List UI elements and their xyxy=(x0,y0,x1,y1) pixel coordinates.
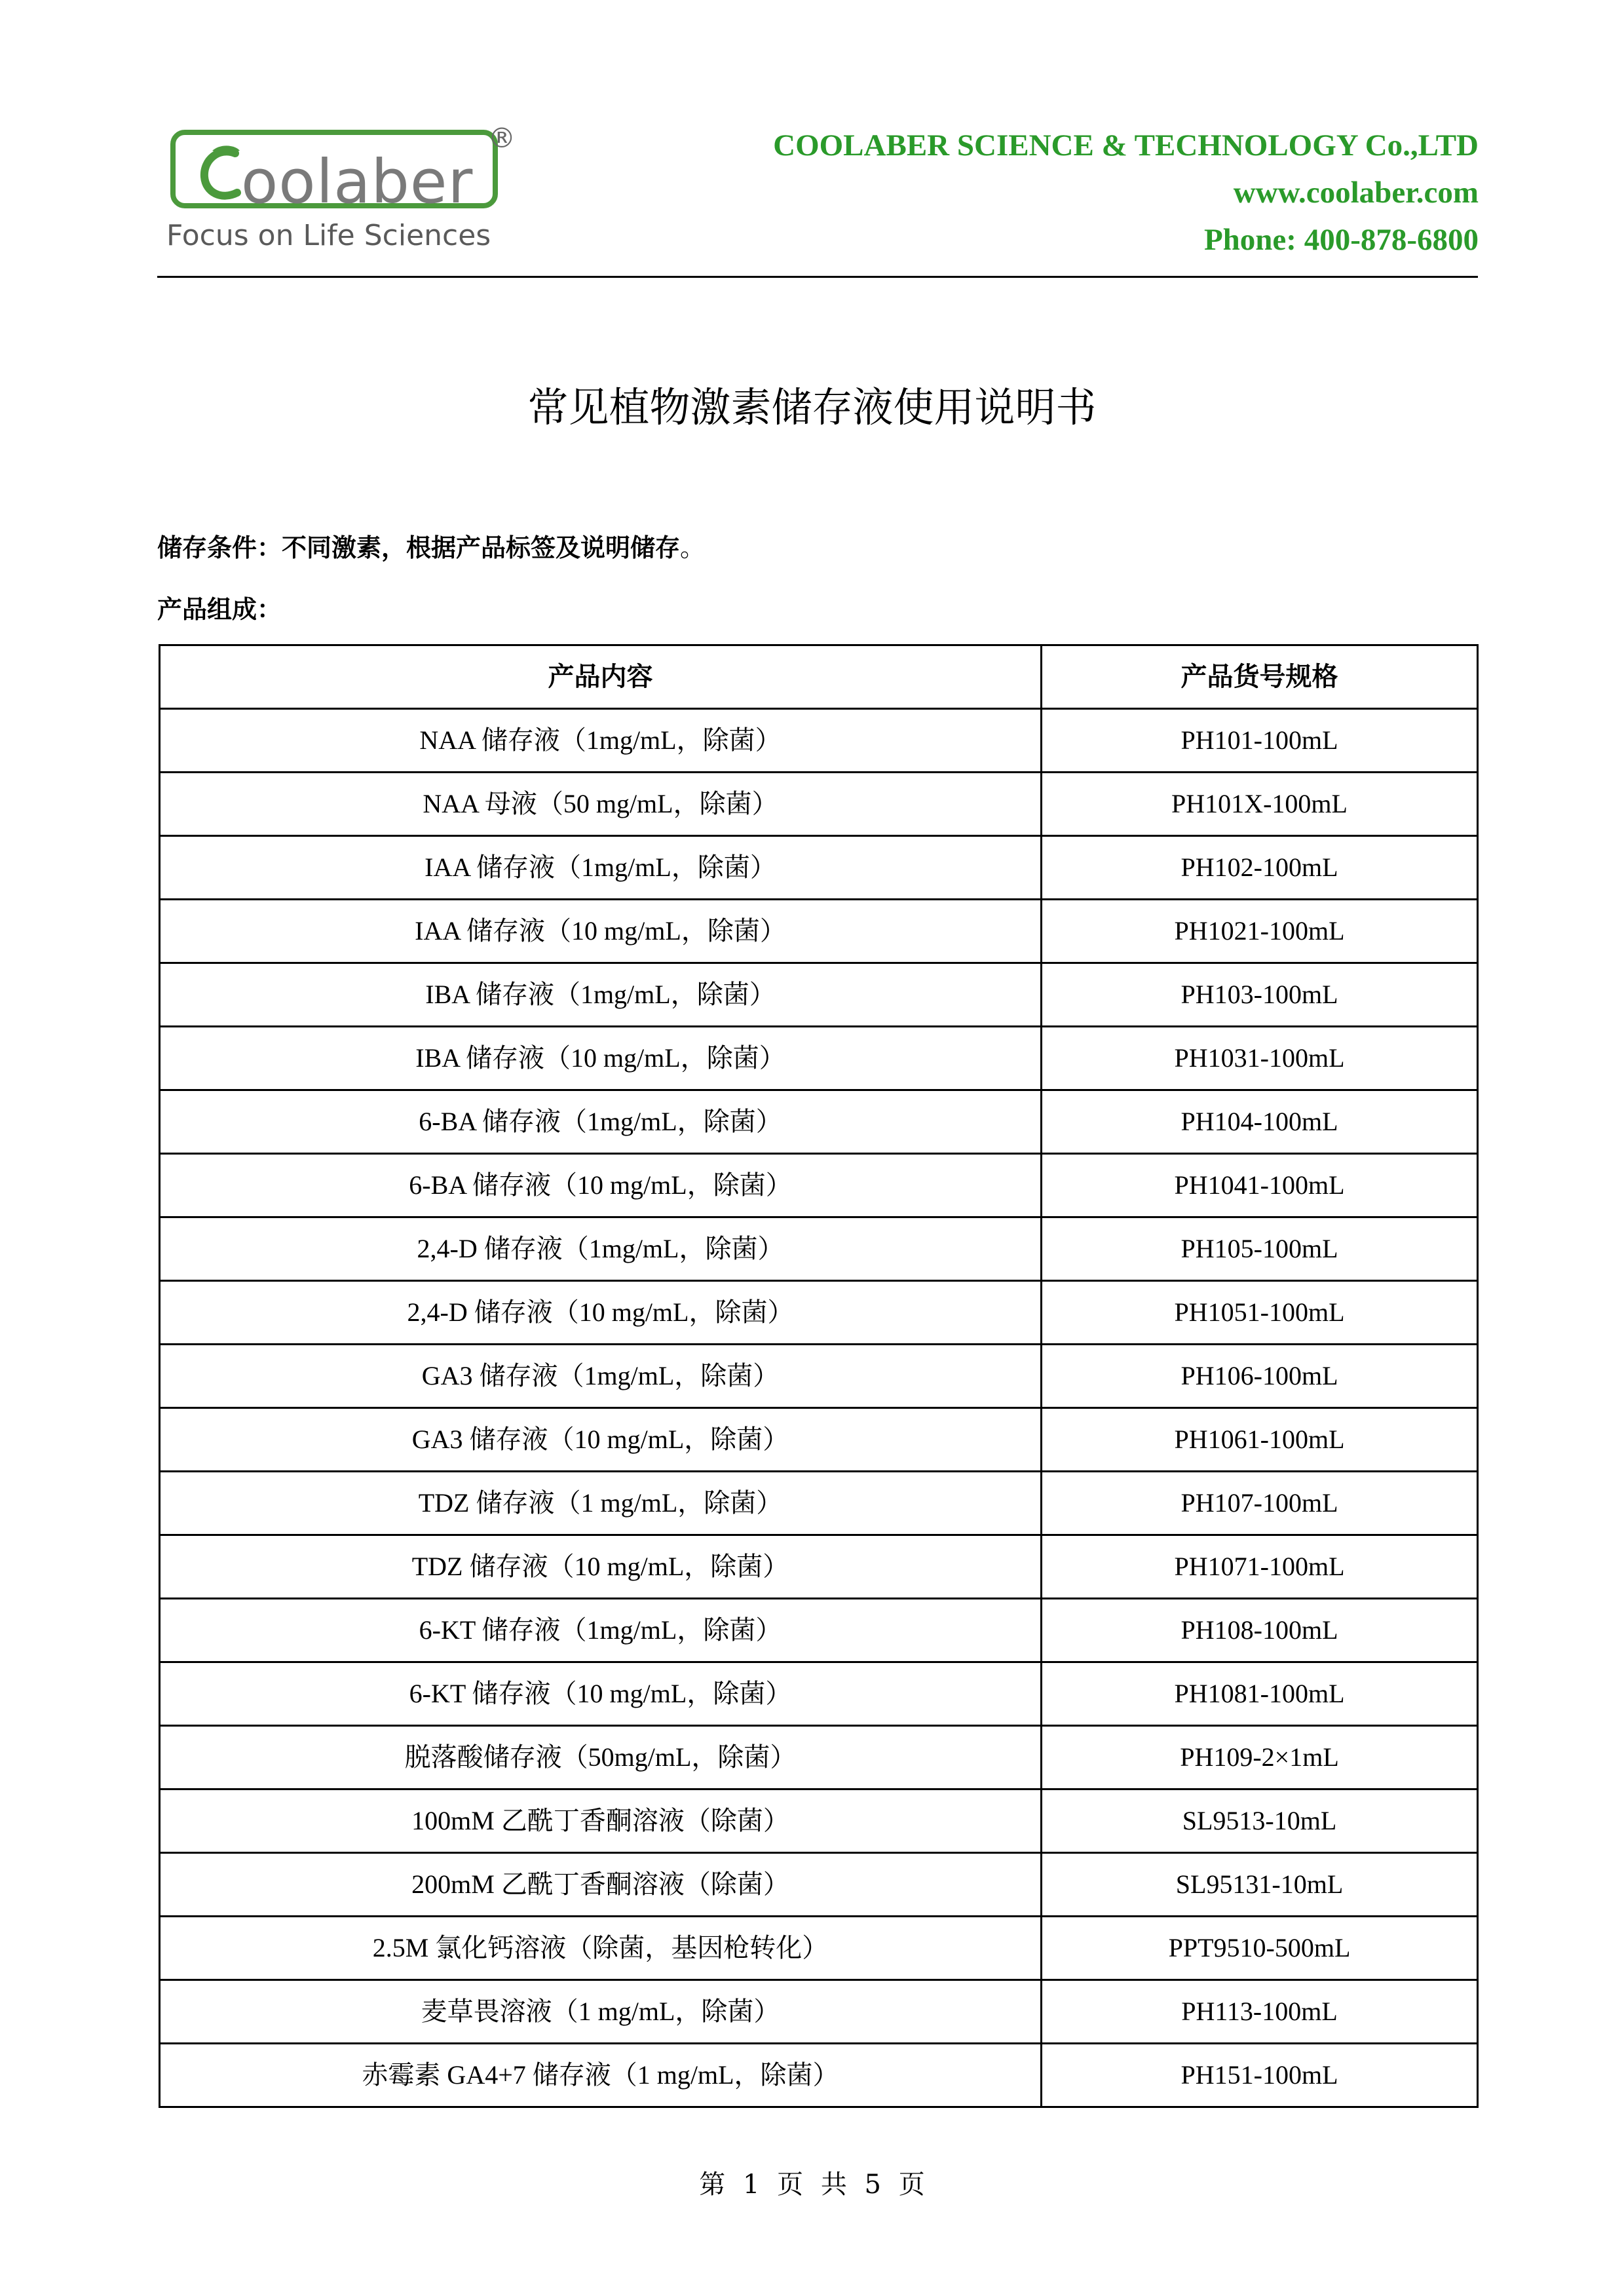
product-content: 2,4-D 储存液（10 mg/mL，除菌） xyxy=(160,1281,1042,1345)
product-content: IAA 储存液（10 mg/mL，除菌） xyxy=(160,900,1042,963)
table-row xyxy=(160,1599,1478,1662)
product-content: IBA 储存液（1mg/mL，除菌） xyxy=(160,963,1042,1027)
table-row xyxy=(160,709,1478,773)
logo-wordmark: oolaber xyxy=(241,147,474,217)
product-catalog-number: PH109-2×1mL xyxy=(1042,1726,1478,1789)
company-phone: Phone: 400-878-6800 xyxy=(1203,223,1479,257)
page-number: 第 1 页 共 5 页 xyxy=(699,2170,925,2200)
product-content: 麦草畏溶液（1 mg/mL，除菌） xyxy=(160,1980,1042,2044)
product-content: TDZ 储存液（10 mg/mL，除菌） xyxy=(160,1535,1042,1599)
product-catalog-number: PH1021-100mL xyxy=(1042,900,1478,963)
company-name: COOLABER SCIENCE & TECHNOLOGY Co.,LTD xyxy=(773,128,1479,163)
product-catalog-number: PPT9510-500mL xyxy=(1042,1917,1478,1980)
table-header-row xyxy=(160,645,1478,709)
table-row xyxy=(160,900,1478,963)
product-catalog-number: PH1041-100mL xyxy=(1042,1154,1478,1217)
product-catalog-number: PH101X-100mL xyxy=(1042,773,1478,836)
table-row xyxy=(160,1345,1478,1408)
logo-tagline: Focus on Life Sciences xyxy=(166,219,491,252)
storage-period: 。 xyxy=(680,533,706,562)
company-info xyxy=(773,122,1479,263)
table-row xyxy=(160,1662,1478,1726)
storage-label: 储存条件： xyxy=(157,533,282,562)
product-content: 赤霉素 GA4+7 储存液（1 mg/mL，除菌） xyxy=(160,2044,1042,2107)
storage-conditions xyxy=(157,528,705,567)
product-catalog-number: PH105-100mL xyxy=(1042,1217,1478,1281)
product-catalog-number: PH102-100mL xyxy=(1042,836,1478,900)
table-row xyxy=(160,1154,1478,1217)
product-content: 6-KT 储存液（1mg/mL，除菌） xyxy=(160,1599,1042,1662)
product-content: 6-BA 储存液（10 mg/mL，除菌） xyxy=(160,1154,1042,1217)
table-row xyxy=(160,773,1478,836)
table-row xyxy=(160,1535,1478,1599)
product-content: IBA 储存液（10 mg/mL，除菌） xyxy=(160,1027,1042,1090)
product-catalog-number: PH103-100mL xyxy=(1042,963,1478,1027)
storage-text: 不同激素，根据产品标签及说明储存 xyxy=(282,533,681,562)
product-content: GA3 储存液（10 mg/mL，除菌） xyxy=(160,1408,1042,1472)
product-catalog-number: PH1061-100mL xyxy=(1042,1408,1478,1472)
table-row xyxy=(160,1090,1478,1154)
product-content: 脱落酸储存液（50mg/mL，除菌） xyxy=(160,1726,1042,1789)
product-catalog-number: SL95131-10mL xyxy=(1042,1853,1478,1917)
product-content: 6-KT 储存液（10 mg/mL，除菌） xyxy=(160,1662,1042,1726)
product-catalog-number: PH101-100mL xyxy=(1042,709,1478,773)
table-row xyxy=(160,1726,1478,1789)
product-table xyxy=(159,644,1479,2108)
leaf-c-icon xyxy=(199,144,245,203)
composition-label: 产品组成： xyxy=(157,594,282,624)
product-catalog-number: PH1031-100mL xyxy=(1042,1027,1478,1090)
company-website[interactable]: www.coolaber.com xyxy=(1233,176,1479,210)
product-content: IAA 储存液（1mg/mL，除菌） xyxy=(160,836,1042,900)
product-catalog-number: PH106-100mL xyxy=(1042,1345,1478,1408)
table-row xyxy=(160,1853,1478,1917)
table-row xyxy=(160,1217,1478,1281)
table-row xyxy=(160,1408,1478,1472)
table-row xyxy=(160,2044,1478,2107)
table-row xyxy=(160,1789,1478,1853)
table-row xyxy=(160,836,1478,900)
logo-frame xyxy=(170,130,498,217)
product-content: 2,4-D 储存液（1mg/mL，除菌） xyxy=(160,1217,1042,1281)
table-row xyxy=(160,963,1478,1027)
registered-mark: ® xyxy=(488,122,516,154)
column-header-catalog: 产品货号规格 xyxy=(1042,645,1478,709)
product-content: 200mM 乙酰丁香酮溶液（除菌） xyxy=(160,1853,1042,1917)
product-content: 2.5M 氯化钙溶液（除菌，基因枪转化） xyxy=(160,1917,1042,1980)
product-content: 6-BA 储存液（1mg/mL，除菌） xyxy=(160,1090,1042,1154)
product-catalog-number: PH1071-100mL xyxy=(1042,1535,1478,1599)
product-content: TDZ 储存液（1 mg/mL，除菌） xyxy=(160,1472,1042,1535)
product-catalog-number: PH1051-100mL xyxy=(1042,1281,1478,1345)
company-logo xyxy=(157,119,537,270)
product-catalog-number: PH104-100mL xyxy=(1042,1090,1478,1154)
table-row xyxy=(160,1472,1478,1535)
document-title: 常见植物激素储存液使用说明书 xyxy=(527,383,1097,431)
product-catalog-number: PH1081-100mL xyxy=(1042,1662,1478,1726)
table-row xyxy=(160,1980,1478,2044)
product-content: NAA 储存液（1mg/mL，除菌） xyxy=(160,709,1042,773)
product-content: GA3 储存液（1mg/mL，除菌） xyxy=(160,1345,1042,1408)
table-row xyxy=(160,1281,1478,1345)
product-catalog-number: PH107-100mL xyxy=(1042,1472,1478,1535)
product-catalog-number: PH113-100mL xyxy=(1042,1980,1478,2044)
header-divider xyxy=(157,276,1478,278)
table-row xyxy=(160,1917,1478,1980)
product-catalog-number: PH151-100mL xyxy=(1042,2044,1478,2107)
product-content: NAA 母液（50 mg/mL，除菌） xyxy=(160,773,1042,836)
product-content: 100mM 乙酰丁香酮溶液（除菌） xyxy=(160,1789,1042,1853)
product-catalog-number: PH108-100mL xyxy=(1042,1599,1478,1662)
column-header-content: 产品内容 xyxy=(160,645,1042,709)
product-catalog-number: SL9513-10mL xyxy=(1042,1789,1478,1853)
table-row xyxy=(160,1027,1478,1090)
